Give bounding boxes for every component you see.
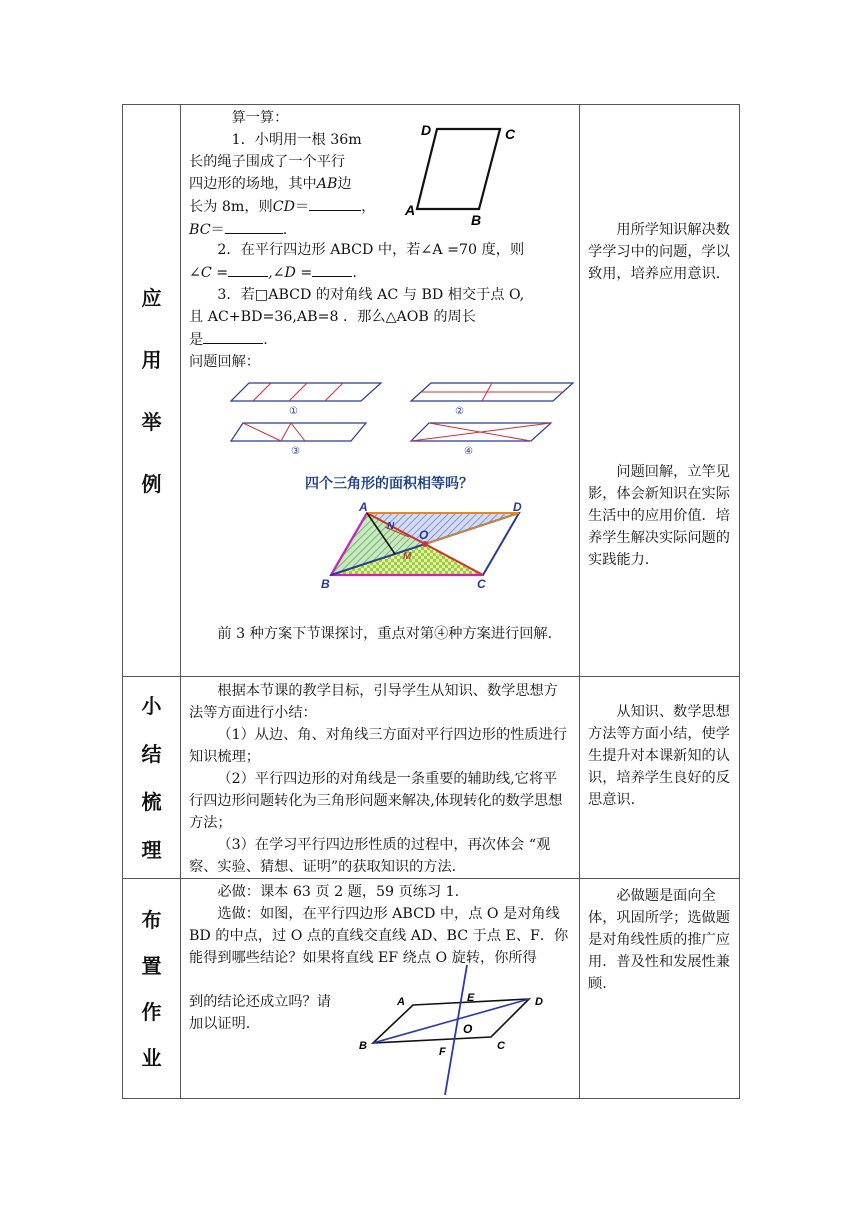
note-text: 必做题是面向全体，巩固所学；选做题是对角线性质的推广应用．普及性和发展性兼顾. [588, 888, 730, 992]
rotating-line-figure [351, 965, 561, 1095]
summary-item: （1）从边、角、对角线三方面对平行四边形的性质进行知识梳理； [189, 727, 567, 765]
application-note [580, 105, 740, 677]
q3-line: 是 . [189, 328, 573, 351]
vertex-label-c: C [497, 1040, 505, 1052]
q1-line: BC＝ . [189, 218, 389, 241]
triangle-area-figure [307, 499, 537, 589]
q1-line: 四边形的场地，其中AB边 [189, 176, 352, 192]
vertex-label-b: B [359, 1040, 367, 1052]
application-row [123, 105, 740, 677]
homework-required: 必做：课本 63 页 2 题，59 页练习 1. [217, 884, 460, 900]
summary-item: （2）平行四边形的对角线是一条重要的辅助线,它将平行四边形问题转化为三角形问题来解决,体现转化的数学思想方法； [189, 771, 563, 831]
summary-item: （3）在学习平行四边形性质的过程中，再次体会 “观察、实验、猜想、证明”的获取知识的方法. [189, 837, 551, 875]
point-label-f: F [439, 1046, 446, 1058]
summary-note [580, 677, 740, 879]
question-title: 四个三角形的面积相等吗？ [305, 476, 473, 492]
calc-heading: 算一算： [231, 110, 289, 126]
application-content [181, 105, 580, 677]
vertex-label-c: C [505, 126, 516, 142]
scheme-3 [231, 423, 366, 457]
review-heading: 问题回解： [189, 354, 260, 370]
lesson-plan-table [122, 104, 740, 1099]
vertex-label-o: O [419, 528, 429, 542]
section-summary [123, 677, 181, 879]
scheme-4 [411, 423, 551, 457]
scheme-label: ④ [464, 446, 473, 457]
q1-line: 长为 8m，则CD＝ ， [189, 195, 389, 218]
vertex-label-a: A [405, 202, 416, 218]
scheme-1 [231, 383, 381, 417]
vertex-label-b: B [321, 577, 330, 591]
vertex-label-a: A [359, 500, 368, 514]
answer-blank [228, 261, 268, 277]
section-char: 应 [141, 285, 162, 310]
answer-blank [203, 328, 263, 344]
section-char: 业 [141, 1045, 162, 1070]
vertex-label-c: C [477, 577, 486, 591]
answer-blank [309, 195, 361, 211]
section-char: 用 [141, 347, 162, 372]
answer-blank [312, 261, 352, 277]
section-char: 结 [141, 741, 162, 766]
summary-intro: 根据本节课的教学目标，引导学生从知识、数学思想方法等方面进行小结： [189, 683, 558, 721]
homework-optional: 选做：如图，在平行四边形 ABCD 中，点 O 是对角线 BD 的中点，过 O 点的直线交直线 AD、BC 于点 E、F．你能得到哪些结论？如果将直线 EF 绕点 O 旋转，你所得 [189, 906, 569, 966]
scheme-label: ③ [291, 446, 300, 457]
homework-content [181, 879, 580, 1099]
homework-row [123, 879, 740, 1099]
parallelogram-figure [405, 122, 529, 228]
scheme-2 [411, 383, 573, 417]
section-char: 布 [141, 907, 162, 932]
note-text: 从知识、数学思想方法等方面小结，使学生提升对本课新知的认识，培养学生良好的反思意识. [588, 704, 730, 808]
q3-line: 且 AC+BD=36,AB=8 ．那么△AOB 的周长 [189, 309, 476, 325]
scheme-label: ② [455, 406, 464, 417]
section-char: 理 [141, 837, 162, 862]
point-label-m: M [403, 551, 412, 562]
scheme-label: ① [289, 406, 298, 417]
section-char: 举 [141, 409, 162, 434]
q1-line: 1．小明用一根 36m [231, 132, 362, 148]
vertex-label-a: A [397, 996, 405, 1008]
section-char: 作 [141, 999, 162, 1024]
q2-line: 2．在平行四边形 ABCD 中，若∠A =70 度，则 [217, 242, 525, 258]
vertex-label-d: D [421, 122, 432, 138]
vertex-label-d: D [513, 500, 522, 514]
q3-line: 3．若□ABCD 的对角线 AC 与 BD 相交于点 O, [217, 287, 525, 303]
section-char: 梳 [141, 789, 162, 814]
q2-line: ∠C = ,∠D = . [189, 261, 573, 284]
schemes-figure [231, 381, 581, 457]
point-label-e: E [467, 992, 475, 1004]
point-label-n: N [387, 521, 395, 532]
homework-optional: 到的结论还成立吗？请加以证明. [189, 994, 331, 1032]
section-char: 小 [141, 693, 162, 718]
section-char: 例 [141, 471, 162, 496]
note-text: 用所学知识解决数学学习中的问题，学以致用，培养应用意识. [588, 222, 730, 282]
section-homework [123, 879, 181, 1099]
section-char: 置 [141, 953, 162, 978]
q1-line: 长的绳子围成了一个平行 [189, 154, 346, 170]
summary-content [181, 677, 580, 879]
vertex-label-d: D [535, 996, 543, 1008]
note-text: 问题回解，立竿见影，体会新知识在实际生活中的应用价值．培养学生解决实际问题的实践能力. [588, 464, 730, 568]
answer-blank [225, 218, 283, 234]
summary-row [123, 677, 740, 879]
homework-note [580, 879, 740, 1099]
closing-text: 前 3 种方案下节课探讨，重点对第④种方案进行回解. [217, 626, 553, 642]
vertex-label-b: B [471, 212, 482, 228]
point-label-o: O [463, 1022, 473, 1036]
section-application [123, 105, 181, 677]
